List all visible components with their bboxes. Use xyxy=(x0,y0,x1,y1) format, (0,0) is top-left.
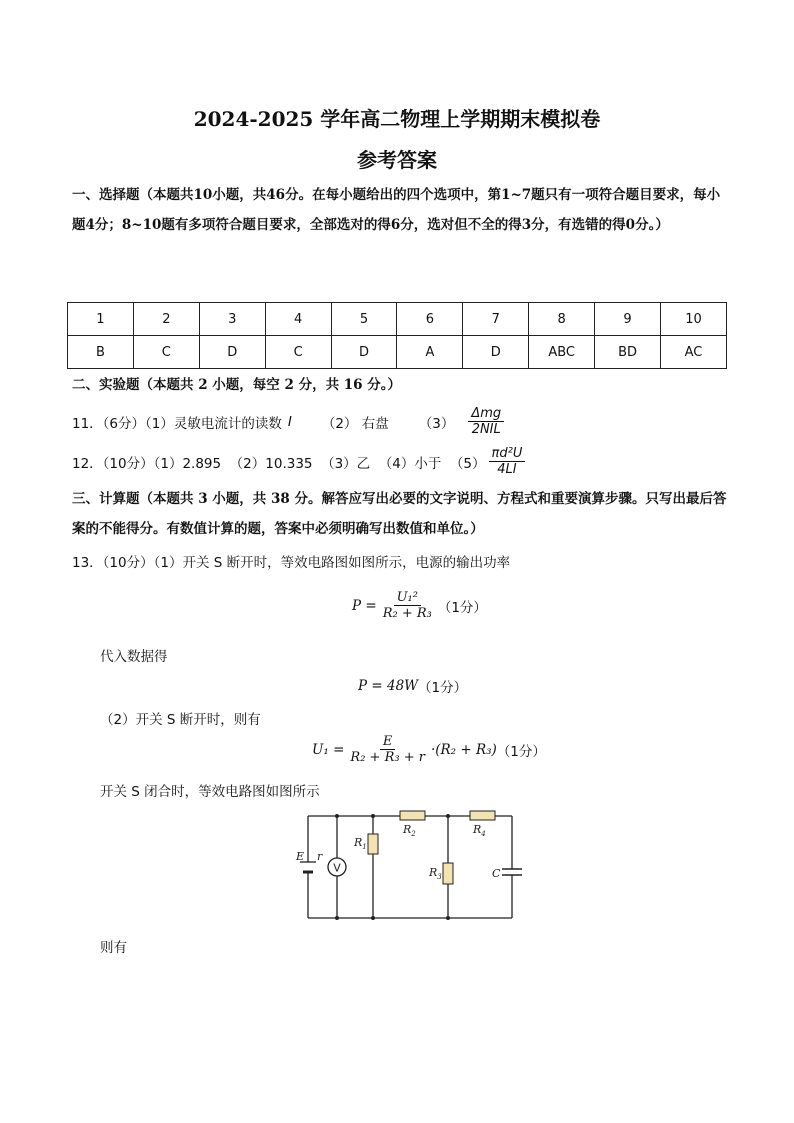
q12-fraction xyxy=(489,446,526,477)
question-number: 6 xyxy=(397,303,463,336)
eq3-numerator: E xyxy=(380,734,396,750)
resistor-r4 xyxy=(470,811,495,820)
answer-table-number-row xyxy=(68,303,727,336)
q11-fraction xyxy=(468,406,504,437)
label-r1: $R_1$ xyxy=(354,836,367,851)
label-r4: $R_4$ xyxy=(473,823,486,838)
q11-answer xyxy=(72,406,507,437)
q11-part3: （3） xyxy=(418,415,455,432)
eq1-denominator: R₂ + R₃ xyxy=(382,606,432,621)
question-number: 9 xyxy=(595,303,661,336)
then-text: 则有 xyxy=(100,940,127,956)
page-title: 2024-2025 学年高二物理上学期期末模拟卷 xyxy=(193,107,601,131)
section3-heading: 三、计算题（本题共 3 小题，共 38 分。解答应写出必要的文字说明、方程式和重要演算步骤。只写出最后答案的不能得分。有数值计算的题，答案中必须明确写出数值和单位。） xyxy=(72,491,727,537)
section1-heading: 一、选择题（本题共10小题，共46分。在每小题给出的四个选项中，第1~7题只有一项符合题目要求，每小题4分；8~10题有多项符合题目要求，全部选对的得6分，选对但不全的得3分，有选错的得0分。） xyxy=(72,187,721,233)
resistor-r3 xyxy=(443,863,453,884)
eq3-fraction xyxy=(347,734,428,765)
circuit-diagram xyxy=(290,806,530,926)
eq1-numerator: U₁² xyxy=(394,590,421,606)
label-r3: $R_3$ xyxy=(429,866,442,881)
q12-frac-denominator: 4LI xyxy=(497,462,517,477)
q11-part2: （2） 右盘 xyxy=(321,415,389,432)
eq1-score: （1分） xyxy=(437,599,487,616)
eq1-fraction xyxy=(380,590,435,621)
part2-intro: （2）开关 S 断开时，则有 xyxy=(100,712,261,728)
section2-heading: 二、实验题（本题共 2 小题，每空 2 分，共 16 分。） xyxy=(72,377,402,393)
question-number: 4 xyxy=(265,303,331,336)
substitute-text: 代入数据得 xyxy=(100,649,168,665)
question-number: 1 xyxy=(68,303,134,336)
voltmeter-label: V xyxy=(333,861,341,875)
q13-intro: 13．（10分）（1）开关 S 断开时，等效电路图如图所示，电源的输出功率 xyxy=(72,555,511,571)
label-r2: $R_2$ xyxy=(403,823,416,838)
answer-table-answer-row xyxy=(68,336,727,369)
answer-cell: ABC xyxy=(529,336,595,369)
resistor-r2 xyxy=(400,811,425,820)
eq3-rhs: ·(R₂ + R₃) xyxy=(430,741,497,758)
resistor-r1 xyxy=(368,834,378,854)
eq3-denominator: R₂ + R₃ + r xyxy=(350,750,425,765)
page-subtitle: 参考答案 xyxy=(357,148,437,172)
equation-power xyxy=(352,590,487,621)
q11-label: 11．（6分）（1）灵敏电流计的读数 xyxy=(72,415,282,432)
answer-cell: D xyxy=(463,336,529,369)
eq2-score: （1分） xyxy=(418,680,468,696)
answer-cell: B xyxy=(68,336,134,369)
equation-voltage xyxy=(312,734,546,765)
label-r: r xyxy=(317,850,323,863)
label-e: E xyxy=(296,850,305,863)
q12-answer xyxy=(72,446,528,477)
q12-label: 12．（10分）（1）2.895 （2）10.335 （3）乙 （4）小于 （5） xyxy=(72,455,486,472)
answer-cell: D xyxy=(331,336,397,369)
answer-table xyxy=(67,302,727,369)
answer-cell: A xyxy=(397,336,463,369)
question-number: 3 xyxy=(199,303,265,336)
eq3-score: （1分） xyxy=(496,743,546,760)
answer-cell: BD xyxy=(595,336,661,369)
q11-frac-denominator: 2NIL xyxy=(471,422,501,437)
eq3-lhs: U₁ = xyxy=(312,741,345,758)
question-number: 7 xyxy=(463,303,529,336)
answer-cell: D xyxy=(199,336,265,369)
question-number: 10 xyxy=(661,303,727,336)
eq1-lhs: P = xyxy=(352,597,377,614)
question-number: 5 xyxy=(331,303,397,336)
answer-cell: AC xyxy=(661,336,727,369)
q12-frac-numerator: πd²U xyxy=(489,446,526,462)
q11-var-i: I xyxy=(287,413,292,430)
equation-result xyxy=(358,676,467,696)
question-number: 8 xyxy=(529,303,595,336)
eq2-value: P = 48W xyxy=(358,678,419,694)
answer-cell: C xyxy=(265,336,331,369)
label-c: C xyxy=(492,867,501,880)
closed-intro: 开关 S 闭合时，等效电路图如图所示 xyxy=(100,784,320,800)
question-number: 2 xyxy=(133,303,199,336)
answer-cell: C xyxy=(133,336,199,369)
q11-frac-numerator: Δmg xyxy=(468,406,504,422)
